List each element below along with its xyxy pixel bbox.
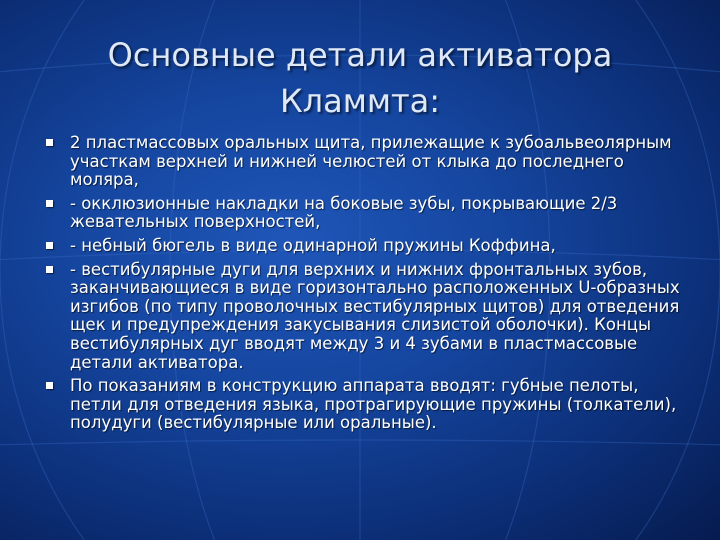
bullet-text: - вестибулярные дуги для верхних и нижних фронтальных зубов, заканчивающиеся в виде горизонтально расположенных U-образных изгибов (по типу проволочных вестибулярных щитов) для отведения щек и предупреждения закусывания слизистой оболочки). Концы вестибулярных дуг вводят между 3 и 4 зубами в пластмассовые детали активатора. (70, 259, 680, 372)
bullet-item (44, 261, 684, 373)
bullet-item (44, 195, 684, 232)
bullet-item (44, 134, 684, 190)
slide-title-line-2: Кламмта: (279, 82, 441, 120)
bullet-text: По показаниям в конструкцию аппарата вводят: губные пелоты, петли для отведения языка, протрагирующие пружины (толкатели), полудуги (вестибулярные или оральные). (70, 376, 677, 433)
slide-title (40, 32, 680, 124)
square-bullet-icon (46, 382, 53, 389)
bullet-item (44, 237, 684, 256)
bullet-text: - окклюзионные накладки на боковые зубы, покрывающие 2/3 жевательных поверхностей, (70, 193, 618, 232)
square-bullet-icon (46, 242, 53, 249)
bullet-list (44, 134, 684, 438)
square-bullet-icon (46, 200, 53, 207)
bullet-text: - небный бюгель в виде одинарной пружины Коффина, (70, 235, 556, 255)
bullet-item (44, 377, 684, 433)
square-bullet-icon (46, 266, 53, 273)
square-bullet-icon (46, 139, 53, 146)
bullet-text: 2 пластмассовых оральных щита, прилежащие к зубоальвеолярным участкам верхней и нижней челюстей от клыка до последнего моляра, (70, 133, 672, 190)
slide-title-line-1: Основные детали активатора (107, 36, 613, 74)
